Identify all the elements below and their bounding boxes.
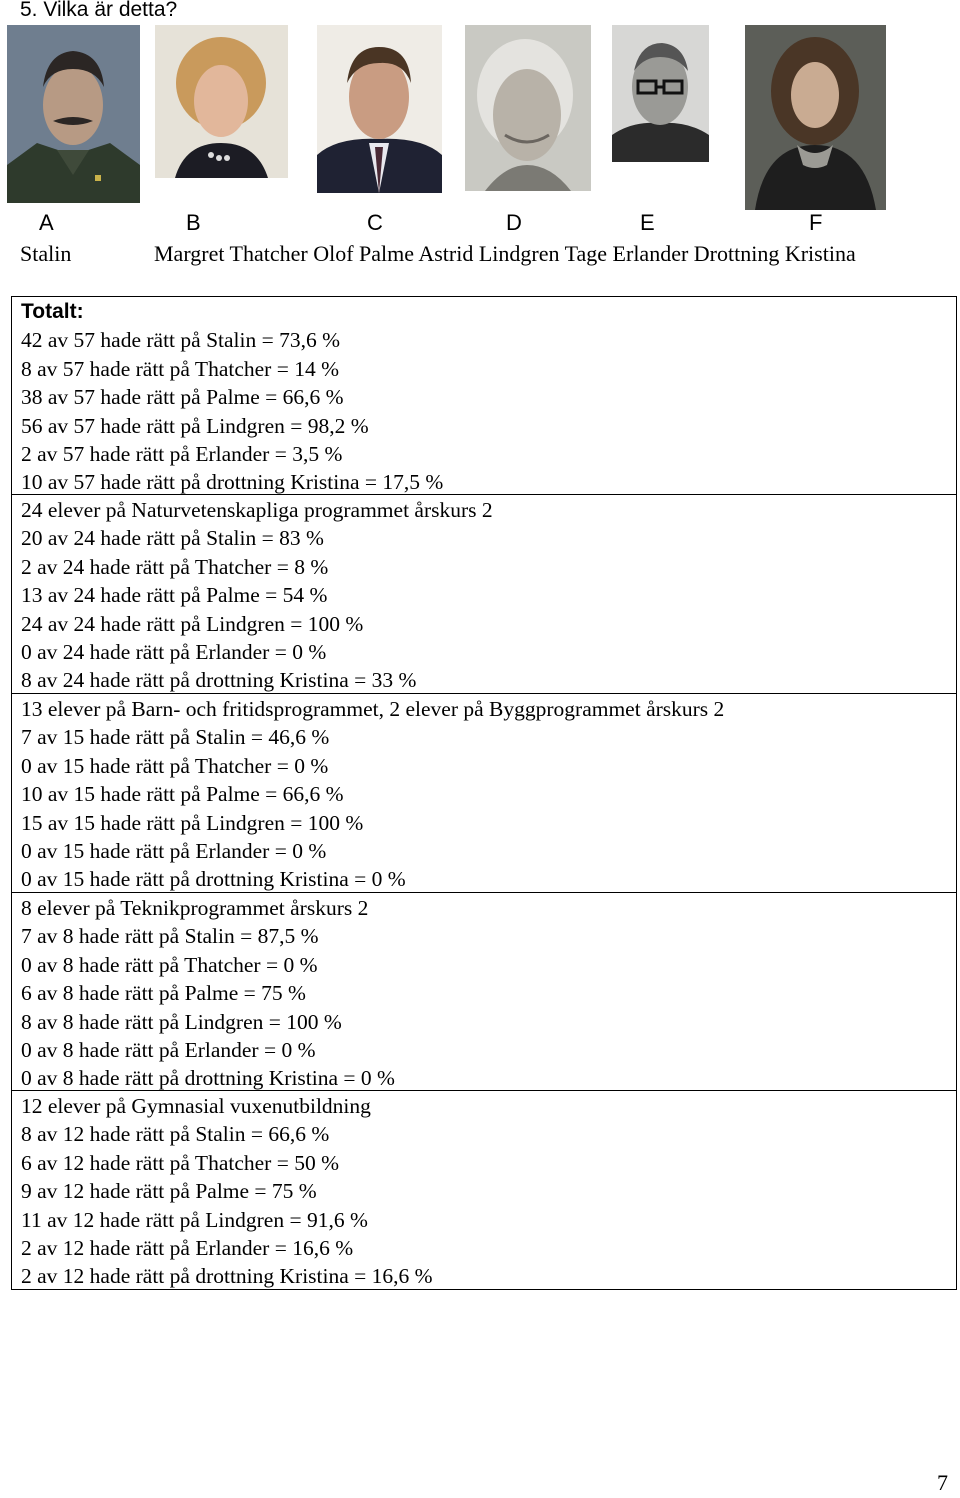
portrait-photo-d [465,25,591,191]
section-divider [12,494,956,495]
result-line: 56 av 57 hade rätt på Lindgren = 98,2 % [21,413,369,438]
section-heading: 13 elever på Barn- och fritidsprogrammet, 2 elever på Byggprogrammet årskurs 2 [21,697,725,721]
portrait-photo-f [745,25,886,210]
result-line: 8 av 8 hade rätt på Lindgren = 100 % [21,1009,342,1034]
result-line: 0 av 8 hade rätt på drottning Kristina = 0 % [21,1066,395,1091]
answer-name-c: Olof Palme [313,241,415,266]
portrait-photo-b [155,25,288,178]
section-heading: Totalt: [21,300,84,323]
result-line: 0 av 15 hade rätt på drottning Kristina = 0 % [21,867,406,892]
results-section-child-recreation [12,695,956,894]
portrait-photo-a [7,25,140,203]
result-line: 6 av 8 hade rätt på Palme = 75 % [21,981,306,1006]
result-line: 11 av 12 hade rätt på Lindgren = 91,6 % [21,1207,368,1232]
result-line: 42 av 57 hade rätt på Stalin = 73,6 % [21,328,341,353]
result-line: 15 av 15 hade rätt på Lindgren = 100 % [21,810,364,835]
photo-letter-d: D [506,210,522,235]
result-line: 10 av 15 hade rätt på Palme = 66,6 % [21,782,344,807]
result-line: 0 av 8 hade rätt på Erlander = 0 % [21,1038,316,1063]
photo-letter-c: C [367,210,383,235]
result-line: 0 av 24 hade rätt på Erlander = 0 % [21,640,327,665]
answer-name-e: Tage Erlander [564,241,689,266]
photo-letter-b: B [186,210,201,235]
result-line: 8 av 12 hade rätt på Stalin = 66,6 % [21,1122,330,1147]
result-line: 38 av 57 hade rätt på Palme = 66,6 % [21,385,344,410]
answer-names-row [20,240,856,268]
result-line: 7 av 15 hade rätt på Stalin = 46,6 % [21,725,330,750]
result-line: 8 av 57 hade rätt på Thatcher = 14 % [21,356,339,381]
section-heading: 12 elever på Gymnasial vuxenutbildning [21,1094,371,1118]
photo-letter-e: E [640,210,655,235]
photo-letter-f: F [809,210,823,235]
answer-name-a: Stalin [20,241,72,266]
result-line: 24 av 24 hade rätt på Lindgren = 100 % [21,611,364,636]
result-line: 2 av 12 hade rätt på Erlander = 16,6 % [21,1236,354,1261]
result-line: 6 av 12 hade rätt på Thatcher = 50 % [21,1150,339,1175]
answer-name-b: Margret Thatcher [154,241,308,266]
section-heading: 8 elever på Teknikprogrammet årskurs 2 [21,896,369,920]
answer-name-f: Drottning Kristina [693,241,856,266]
result-line: 20 av 24 hade rätt på Stalin = 83 % [21,526,324,551]
result-line: 0 av 15 hade rätt på Erlander = 0 % [21,839,327,864]
results-section-adult-education [12,1092,956,1291]
results-section-total [12,298,956,497]
result-line: 0 av 8 hade rätt på Thatcher = 0 % [21,952,318,977]
photo-letter-a: A [39,210,54,235]
section-divider [12,892,956,893]
results-table [11,296,957,1290]
result-line: 9 av 12 hade rätt på Palme = 75 % [21,1179,317,1204]
section-divider [12,1090,956,1091]
page-number: 7 [937,1470,948,1495]
section-divider [12,693,956,694]
result-line: 0 av 15 hade rätt på Thatcher = 0 % [21,753,329,778]
result-line: 7 av 8 hade rätt på Stalin = 87,5 % [21,924,319,949]
portrait-photo-e [612,25,709,162]
results-section-natural-science [12,496,956,695]
question-heading: 5. Vilka är detta? [20,0,178,21]
answer-name-d: Astrid Lindgren [418,241,560,266]
result-line: 2 av 57 hade rätt på Erlander = 3,5 % [21,442,343,467]
section-heading: 24 elever på Naturvetenskapliga programmet årskurs 2 [21,498,493,522]
result-line: 10 av 57 hade rätt på drottning Kristina = 17,5 % [21,470,444,495]
portrait-photo-c [317,25,442,193]
result-line: 2 av 12 hade rätt på drottning Kristina = 16,6 % [21,1264,433,1289]
result-line: 8 av 24 hade rätt på drottning Kristina = 33 % [21,668,417,693]
results-section-technology [12,894,956,1093]
result-line: 2 av 24 hade rätt på Thatcher = 8 % [21,554,329,579]
result-line: 13 av 24 hade rätt på Palme = 54 % [21,583,328,608]
